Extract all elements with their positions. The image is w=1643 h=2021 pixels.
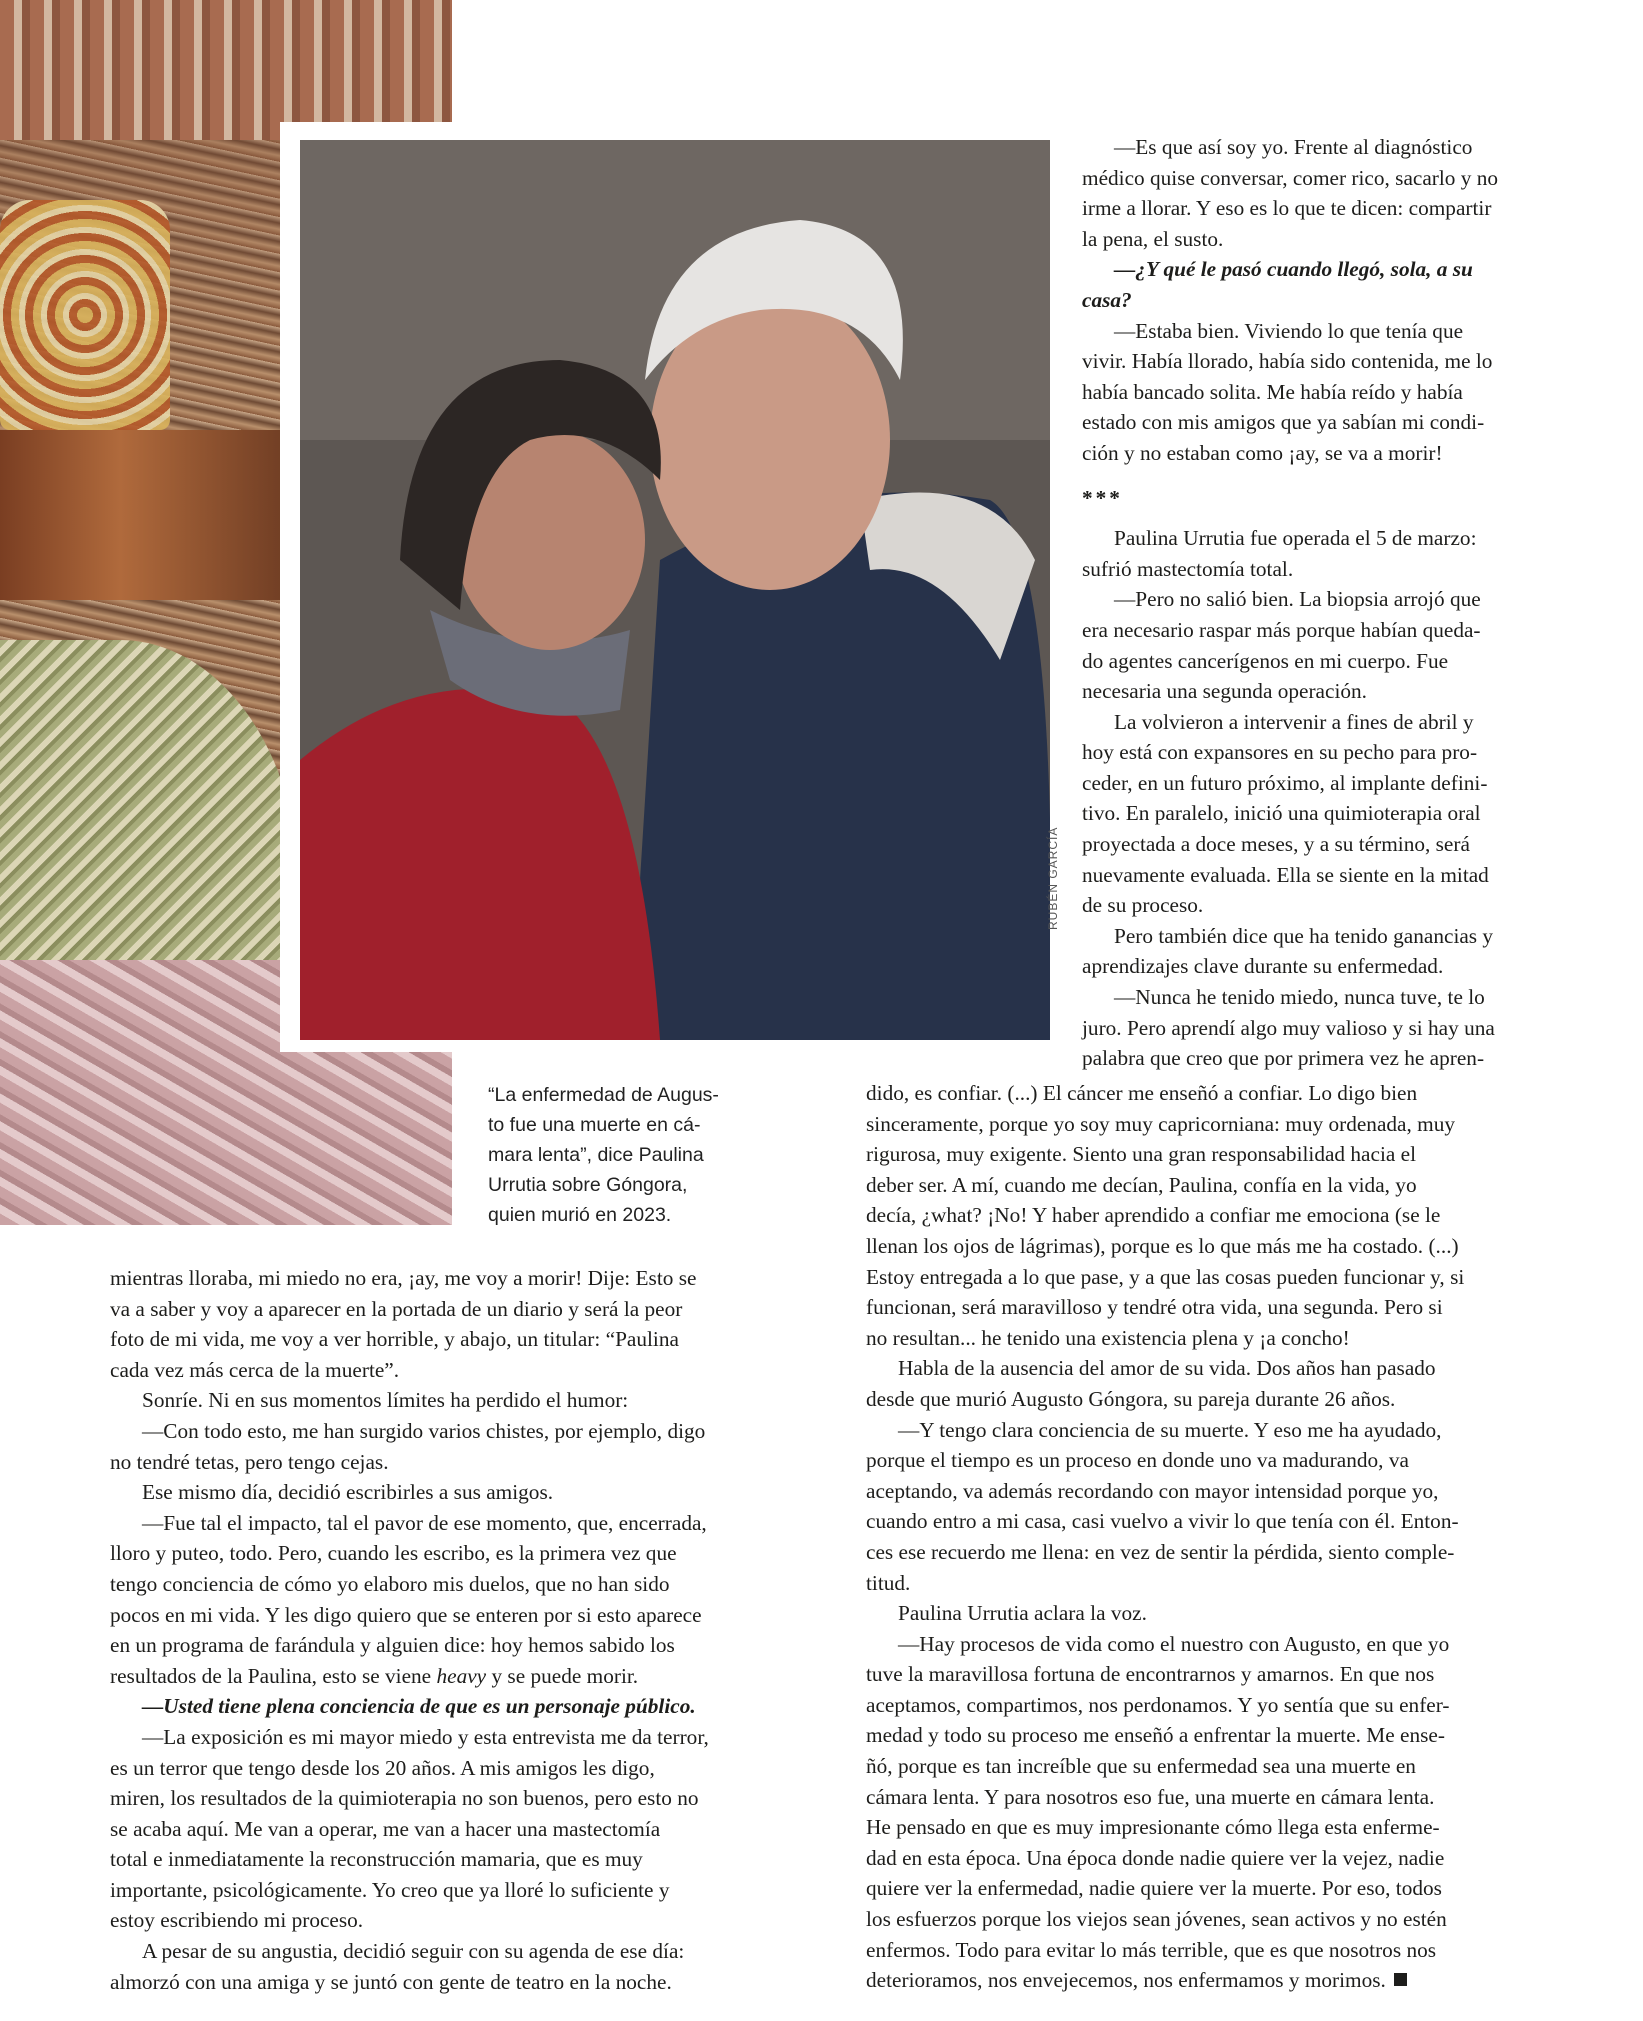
text-line: He pensado en que es muy impresionante cómo llega esta enferme-: [866, 1815, 1440, 1840]
caption-line: mara lenta”, dice Paulina: [488, 1144, 704, 1166]
text-line: no resultan... he tenido una existencia plena y ¡a concho!: [866, 1325, 1350, 1350]
text-line: estoy escribiendo mi proceso.: [110, 1908, 364, 1933]
text-line: —Hay procesos de vida como el nuestro con Augusto, en que yo: [898, 1631, 1450, 1656]
text-line: funcionan, será maravilloso y tendré otra vida, una segunda. Pero si: [866, 1295, 1443, 1320]
text-line: —Con todo esto, me han surgido varios chistes, por ejemplo, digo: [142, 1418, 706, 1443]
background-lamp: [0, 200, 170, 430]
photo-illustration: [300, 140, 1050, 1040]
text-fragment: y se puede morir.: [486, 1663, 639, 1688]
text-line: aceptamos, compartimos, nos perdonamos. Y yo sentía que su enfer-: [866, 1692, 1450, 1717]
text-line: en un programa de farándula y alguien dice: hoy hemos sabido los: [110, 1633, 675, 1658]
text-line: lloro y puteo, todo. Pero, cuando les escribo, es la primera vez que: [110, 1541, 677, 1566]
text-line: do agentes cancerígenos en mi cuerpo. Fue: [1082, 648, 1449, 673]
section-break: ***: [1082, 485, 1123, 510]
text-line: ñó, porque es tan increíble que su enfermedad sea una muerte en: [866, 1754, 1416, 1779]
text-line: rigurosa, muy exigente. Siento una gran responsabilidad hacia el: [866, 1142, 1417, 1167]
text-line: medad y todo su proceso me enseñó a enfrentar la muerte. Me ense-: [866, 1723, 1445, 1748]
text-line: La volvieron a intervenir a fines de abril y: [1114, 709, 1474, 734]
text-line: Pero también dice que ha tenido ganancias y: [1114, 923, 1494, 948]
text-fragment: resultados de la Paulina, esto se viene: [110, 1663, 437, 1688]
text-line: quiere ver la enfermedad, nadie quiere ver la muerte. Por eso, todos: [866, 1876, 1442, 1901]
text-line: es un terror que tengo desde los 20 años. A mis amigos les digo,: [110, 1755, 655, 1780]
text-line: dad en esta época. Una época donde nadie quiere ver la vejez, nadie: [866, 1845, 1445, 1870]
text-line: aceptando, va además recordando con mayor intensidad porque yo,: [866, 1478, 1439, 1503]
text-line: porque el tiempo es un proceso en donde uno va madurando, va: [866, 1448, 1409, 1473]
text-line: aprendizajes clave durante su enfermedad.: [1082, 954, 1444, 979]
text-line: palabra que creo que por primera vez he apren-: [1082, 1046, 1485, 1071]
text-line: llenan los ojos de lágrimas), porque es lo que más me ha costado. (...): [866, 1233, 1459, 1258]
caption-line: “La enfermedad de Augus-: [488, 1084, 719, 1106]
text-line: —Estaba bien. Viviendo lo que tenía que: [1114, 318, 1464, 343]
right-column-top: [1082, 132, 1602, 1074]
text-line: —Fue tal el impacto, tal el pavor de ese momento, que, encerrada,: [142, 1510, 707, 1535]
text-line: Paulina Urrutia aclara la voz.: [898, 1601, 1147, 1626]
text-line: juro. Pero aprendí algo muy valioso y si hay una: [1082, 1015, 1495, 1040]
text-line: sufrió mastectomía total.: [1082, 556, 1294, 581]
background-wall: [0, 0, 452, 140]
photo-credit: RUBÉN GARCÍA: [1046, 826, 1060, 930]
photo-couple: [300, 140, 1050, 1040]
final-sentence: deterioramos, nos envejecemos, nos enfermamos y morimos.: [866, 1968, 1386, 1993]
text-line: Habla de la ausencia del amor de su vida. Dos años han pasado: [898, 1356, 1436, 1381]
text-line: los esfuerzos porque los viejos sean jóvenes, sean activos y no estén: [866, 1907, 1447, 1932]
text-line: necesaria una segunda operación.: [1082, 679, 1368, 704]
italic-word: heavy: [436, 1663, 487, 1688]
text-line: enfermos. Todo para evitar lo más terrible, que es que nosotros nos: [866, 1937, 1437, 1962]
text-line: ces ese recuerdo me llena: en vez de sentir la pérdida, siento comple-: [866, 1539, 1455, 1564]
text-line: ción y no estaban como ¡ay, se va a morir!: [1082, 440, 1443, 465]
text-line: titud.: [866, 1570, 911, 1595]
text-line: foto de mi vida, me voy a ver horrible, y abajo, un titular: “Paulina: [110, 1327, 679, 1352]
text-line: —Y tengo clara conciencia de su muerte. Y eso me ha ayudado,: [898, 1417, 1442, 1442]
text-line: almorzó con una amiga y se juntó con gente de teatro en la noche.: [110, 1969, 672, 1994]
text-line: desde que murió Augusto Góngora, su pareja durante 26 años.: [866, 1386, 1396, 1411]
text-line: tivo. En paralelo, inició una quimioterapia oral: [1082, 801, 1481, 826]
text-line: cuando entro a mi casa, casi vuelvo a vivir lo que tenía con él. Enton-: [866, 1509, 1459, 1534]
caption-line: quien murió en 2023.: [488, 1204, 672, 1226]
interview-question: —¿Y qué le pasó cuando llegó, sola, a su: [1114, 257, 1473, 282]
text-line: nuevamente evaluada. Ella se siente en la mitad: [1082, 862, 1489, 887]
text-line: sinceramente, porque yo soy muy capricorniana: muy ordenada, muy: [866, 1111, 1456, 1136]
text-line: va a saber y voy a aparecer en la portada de un diario y será la peor: [110, 1296, 683, 1321]
caption-line: Urrutia sobre Góngora,: [488, 1174, 688, 1196]
left-column-bottom: [110, 1263, 850, 1997]
text-line-final: [866, 1965, 1606, 1996]
interview-question: casa?: [1082, 287, 1132, 312]
interview-question: —Usted tiene plena conciencia de que es un personaje público.: [142, 1694, 696, 1719]
text-line: total e inmediatamente la reconstrucción mamaria, que es muy: [110, 1847, 643, 1872]
text-line: deber ser. A mí, cuando me decían, Paulina, confía en la vida, yo: [866, 1172, 1417, 1197]
end-of-article-mark: [1394, 1973, 1407, 1986]
text-line: cámara lenta. Y para nosotros eso fue, una muerte en cámara lenta.: [866, 1784, 1435, 1809]
text-line: proyectada a doce meses, y a su término, será: [1082, 832, 1470, 857]
text-line: —Es que así soy yo. Frente al diagnóstico: [1114, 135, 1473, 159]
text-line: dido, es confiar. (...) El cáncer me enseñó a confiar. Lo digo bien: [866, 1081, 1418, 1105]
text-line: no tendré tetas, pero tengo cejas.: [110, 1449, 389, 1474]
text-line: médico quise conversar, comer rico, sacarlo y no: [1082, 165, 1499, 190]
text-line: miren, los resultados de la quimioterapia no son buenos, pero esto no: [110, 1786, 699, 1811]
caption-line: to fue una muerte en cá-: [488, 1114, 701, 1136]
photo-caption: [488, 1080, 788, 1230]
text-line: irme a llorar. Y eso es lo que te dicen: compartir: [1082, 196, 1492, 221]
text-line: estado con mis amigos que ya sabían mi condi-: [1082, 410, 1485, 435]
text-line: Sonríe. Ni en sus momentos límites ha perdido el humor:: [142, 1388, 629, 1413]
text-line: tuve la maravillosa fortuna de encontrarnos y amarnos. En que nos: [866, 1662, 1435, 1687]
text-line: se acaba aquí. Me van a operar, me van a hacer una mastectomía: [110, 1816, 661, 1841]
text-line: cada vez más cerca de la muerte”.: [110, 1357, 400, 1382]
text-line: Paulina Urrutia fue operada el 5 de marzo:: [1114, 526, 1477, 551]
background-lamp-base: [0, 430, 300, 600]
text-line: ceder, en un futuro próximo, al implante defini-: [1082, 770, 1488, 795]
text-line: vivir. Había llorado, había sido contenida, me lo: [1082, 349, 1493, 374]
text-line: pocos en mi vida. Y les digo quiero que se enteren por si esto aparece: [110, 1602, 702, 1627]
text-line: Estoy entregada a lo que pase, y a que las cosas pueden funcionar y, si: [866, 1264, 1465, 1289]
text-line: A pesar de su angustia, decidió seguir con su agenda de ese día:: [142, 1939, 685, 1964]
text-line: decía, ¿what? ¡No! Y haber aprendido a confiar me emociona (se le: [866, 1203, 1441, 1228]
text-line: tengo conciencia de cómo yo elaboro mis duelos, que no han sido: [110, 1571, 670, 1596]
text-line: Ese mismo día, decidió escribirles a sus amigos.: [142, 1480, 554, 1505]
text-line: —Nunca he tenido miedo, nunca tuve, te lo: [1114, 985, 1485, 1010]
text-line: [110, 1661, 850, 1692]
text-line: la pena, el susto.: [1082, 226, 1224, 251]
text-line: hoy está con expansores en su pecho para pro-: [1082, 740, 1478, 765]
text-line: había bancado solita. Me había reído y había: [1082, 379, 1463, 404]
text-line: mientras lloraba, mi miedo no era, ¡ay, me voy a morir! Dije: Esto se: [110, 1266, 697, 1290]
text-line: importante, psicológicamente. Yo creo que ya lloré lo suficiente y: [110, 1877, 670, 1902]
text-line: era necesario raspar más porque habían queda-: [1082, 617, 1481, 642]
text-line: —Pero no salió bien. La biopsia arrojó que: [1114, 587, 1481, 612]
right-column-bottom: [866, 1078, 1606, 1996]
text-line: —La exposición es mi mayor miedo y esta entrevista me da terror,: [142, 1724, 709, 1749]
text-line: de su proceso.: [1082, 893, 1204, 918]
